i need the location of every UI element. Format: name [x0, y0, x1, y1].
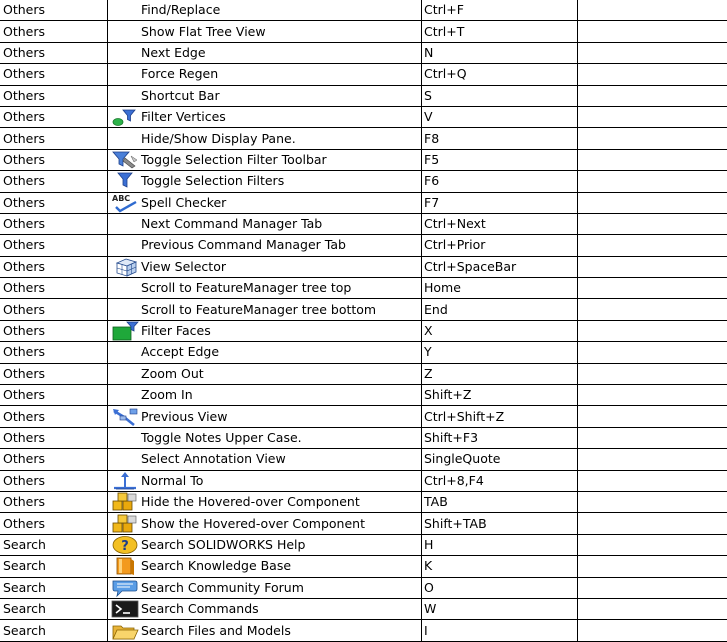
shortcut-cell: Ctrl+Next	[422, 213, 578, 234]
table-row	[0, 320, 727, 341]
command-wrapper	[108, 171, 421, 191]
shortcut-cell: Shift+TAB	[422, 513, 578, 534]
command-wrapper	[108, 578, 421, 598]
shortcut-cell: H	[422, 534, 578, 555]
table-row	[0, 577, 727, 598]
command-cell	[108, 598, 422, 619]
command-cell	[108, 406, 422, 427]
category-cell: Others	[0, 406, 108, 427]
command-wrapper	[108, 514, 421, 534]
command-cell	[108, 513, 422, 534]
category-cell: Others	[0, 85, 108, 106]
command-cell	[108, 278, 422, 299]
table-row	[0, 106, 727, 127]
empty-cell	[578, 278, 727, 299]
empty-cell	[578, 513, 727, 534]
category-cell: Others	[0, 385, 108, 406]
empty-cell	[578, 406, 727, 427]
command-label: Force Regen	[141, 66, 219, 82]
command-label: Hide/Show Display Pane.	[141, 130, 296, 146]
empty-cell	[578, 470, 727, 491]
icon-slot	[108, 278, 141, 298]
command-label: Toggle Selection Filter Toolbar	[141, 151, 327, 167]
command-label: Accept Edge	[141, 344, 220, 360]
icon-slot	[108, 342, 141, 362]
command-label: Search Files and Models	[141, 622, 291, 638]
command-wrapper	[108, 407, 421, 427]
table-row	[0, 342, 727, 363]
command-wrapper	[108, 43, 421, 63]
command-cell	[108, 363, 422, 384]
command-wrapper	[108, 86, 421, 106]
category-cell: Others	[0, 213, 108, 234]
empty-cell	[578, 556, 727, 577]
command-cell	[108, 577, 422, 598]
empty-cell	[578, 491, 727, 512]
command-label: Previous View	[141, 408, 228, 424]
command-cell	[108, 491, 422, 512]
shortcut-cell: Ctrl+Q	[422, 64, 578, 85]
table-row	[0, 149, 727, 170]
icon-slot	[108, 428, 141, 448]
table-row	[0, 598, 727, 619]
command-cell	[108, 85, 422, 106]
command-cell	[108, 385, 422, 406]
empty-cell	[578, 534, 727, 555]
icon-slot	[108, 235, 141, 255]
view-cube-icon	[108, 257, 141, 277]
icon-slot	[108, 449, 141, 469]
command-cell	[108, 192, 422, 213]
category-cell: Search	[0, 534, 108, 555]
command-label: Search Knowledge Base	[141, 558, 292, 574]
table-row	[0, 42, 727, 63]
shortcut-cell: Ctrl+T	[422, 21, 578, 42]
normal-to-icon	[108, 471, 141, 491]
command-label: Search SOLIDWORKS Help	[141, 536, 306, 552]
command-wrapper	[108, 492, 421, 512]
components-icon	[108, 514, 141, 534]
category-cell: Others	[0, 0, 108, 21]
command-wrapper	[108, 449, 421, 469]
shortcut-cell: F5	[422, 149, 578, 170]
command-cell	[108, 620, 422, 641]
empty-cell	[578, 598, 727, 619]
table-row	[0, 235, 727, 256]
table-row	[0, 278, 727, 299]
command-wrapper	[108, 107, 421, 127]
table-row	[0, 534, 727, 555]
shortcut-cell: X	[422, 320, 578, 341]
shortcut-cell: Ctrl+8,F4	[422, 470, 578, 491]
icon-slot	[108, 300, 141, 320]
category-cell: Others	[0, 192, 108, 213]
icon-slot	[108, 43, 141, 63]
filter-icon	[108, 171, 141, 191]
shortcut-cell: N	[422, 42, 578, 63]
table-row	[0, 556, 727, 577]
table-row	[0, 427, 727, 448]
empty-cell	[578, 256, 727, 277]
category-cell: Others	[0, 491, 108, 512]
command-wrapper	[108, 535, 421, 555]
empty-cell	[578, 427, 727, 448]
table-row	[0, 213, 727, 234]
table-row	[0, 85, 727, 106]
command-cell	[108, 106, 422, 127]
shortcut-cell: W	[422, 598, 578, 619]
filter-faces-icon	[108, 321, 141, 341]
category-cell: Others	[0, 363, 108, 384]
shortcut-cell: I	[422, 620, 578, 641]
category-cell: Others	[0, 299, 108, 320]
command-cell	[108, 320, 422, 341]
category-cell: Others	[0, 513, 108, 534]
knowledge-base-icon	[108, 556, 141, 576]
help-icon	[108, 535, 141, 555]
command-label: Normal To	[141, 472, 204, 488]
command-wrapper	[108, 621, 421, 641]
command-label: Zoom In	[141, 387, 193, 403]
empty-cell	[578, 320, 727, 341]
icon-slot	[108, 129, 141, 149]
table-row	[0, 192, 727, 213]
table-row	[0, 406, 727, 427]
svg-text:ABC: ABC	[111, 193, 130, 203]
command-label: Select Annotation View	[141, 451, 286, 467]
command-label: Toggle Notes Upper Case.	[141, 430, 302, 445]
empty-cell	[578, 106, 727, 127]
command-prompt-icon	[108, 599, 141, 619]
command-wrapper	[108, 556, 421, 576]
filter-vertices-icon	[108, 107, 141, 127]
empty-cell	[578, 620, 727, 641]
empty-cell	[578, 64, 727, 85]
table-row	[0, 128, 727, 149]
command-cell	[108, 256, 422, 277]
shortcut-cell: S	[422, 85, 578, 106]
icon-slot	[108, 214, 141, 234]
category-cell: Others	[0, 106, 108, 127]
command-wrapper	[108, 321, 421, 341]
table-row	[0, 299, 727, 320]
shortcut-cell: End	[422, 299, 578, 320]
command-wrapper	[108, 0, 421, 20]
icon-slot	[108, 22, 141, 42]
command-cell	[108, 556, 422, 577]
command-wrapper	[108, 64, 421, 84]
category-cell: Others	[0, 42, 108, 63]
command-wrapper	[108, 235, 421, 255]
command-wrapper	[108, 129, 421, 149]
table-row	[0, 256, 727, 277]
shortcut-cell: F6	[422, 171, 578, 192]
command-label: Scroll to FeatureManager tree bottom	[141, 301, 377, 317]
category-cell: Search	[0, 620, 108, 641]
empty-cell	[578, 85, 727, 106]
command-label: Zoom Out	[141, 365, 204, 381]
command-wrapper	[108, 428, 421, 448]
command-label: Show the Hovered-over Component	[141, 515, 365, 531]
category-cell: Others	[0, 449, 108, 470]
table-row	[0, 171, 727, 192]
command-cell	[108, 0, 422, 21]
empty-cell	[578, 235, 727, 256]
command-cell	[108, 342, 422, 363]
empty-cell	[578, 42, 727, 63]
shortcut-cell: Ctrl+SpaceBar	[422, 256, 578, 277]
category-cell: Others	[0, 128, 108, 149]
shortcut-cell: O	[422, 577, 578, 598]
shortcut-cell: Z	[422, 363, 578, 384]
command-wrapper	[108, 278, 421, 298]
shortcut-cell: Shift+Z	[422, 385, 578, 406]
svg-text:?: ?	[120, 538, 129, 554]
table-row	[0, 491, 727, 512]
command-wrapper	[108, 300, 421, 320]
forum-icon	[108, 578, 141, 598]
category-cell: Others	[0, 278, 108, 299]
icon-slot	[108, 64, 141, 84]
command-cell	[108, 427, 422, 448]
command-cell	[108, 299, 422, 320]
command-wrapper	[108, 257, 421, 277]
empty-cell	[578, 0, 727, 21]
command-cell	[108, 534, 422, 555]
command-cell	[108, 21, 422, 42]
empty-cell	[578, 299, 727, 320]
command-cell	[108, 42, 422, 63]
filter-toolbar-icon	[108, 150, 141, 170]
command-wrapper	[108, 364, 421, 384]
shortcut-cell: Home	[422, 278, 578, 299]
icon-slot	[108, 0, 141, 20]
icon-slot	[108, 364, 141, 384]
command-label: Search Commands	[141, 601, 259, 617]
command-label: Spell Checker	[141, 194, 227, 210]
empty-cell	[578, 149, 727, 170]
icon-slot	[108, 86, 141, 106]
category-cell: Others	[0, 470, 108, 491]
command-label: Filter Faces	[141, 323, 211, 339]
category-cell: Others	[0, 427, 108, 448]
shortcut-cell: SingleQuote	[422, 449, 578, 470]
table-row	[0, 470, 727, 491]
empty-cell	[578, 363, 727, 384]
folder-icon	[108, 621, 141, 641]
shortcut-cell: TAB	[422, 491, 578, 512]
shortcut-cell: Ctrl+Prior	[422, 235, 578, 256]
command-label: Toggle Selection Filters	[141, 173, 285, 189]
command-wrapper	[108, 150, 421, 170]
previous-view-icon	[108, 407, 141, 427]
command-label: Filter Vertices	[141, 109, 226, 125]
command-label: Shortcut Bar	[141, 87, 220, 103]
category-cell: Others	[0, 149, 108, 170]
shortcut-cell: Ctrl+F	[422, 0, 578, 21]
command-cell	[108, 213, 422, 234]
components-icon	[108, 492, 141, 512]
command-label: Find/Replace	[141, 2, 221, 18]
command-wrapper	[108, 214, 421, 234]
icon-slot	[108, 385, 141, 405]
category-cell: Search	[0, 598, 108, 619]
command-label: View Selector	[141, 258, 226, 274]
spell-check-icon	[108, 193, 141, 213]
shortcut-cell: Ctrl+Shift+Z	[422, 406, 578, 427]
empty-cell	[578, 213, 727, 234]
command-cell	[108, 470, 422, 491]
command-cell	[108, 64, 422, 85]
shortcut-cell: K	[422, 556, 578, 577]
table-row	[0, 0, 727, 21]
command-label: Scroll to FeatureManager tree top	[141, 280, 352, 296]
table-row	[0, 385, 727, 406]
empty-cell	[578, 342, 727, 363]
category-cell: Others	[0, 320, 108, 341]
table-row	[0, 21, 727, 42]
shortcut-cell: V	[422, 106, 578, 127]
category-cell: Others	[0, 21, 108, 42]
empty-cell	[578, 577, 727, 598]
command-wrapper	[108, 385, 421, 405]
category-cell: Others	[0, 64, 108, 85]
empty-cell	[578, 171, 727, 192]
empty-cell	[578, 128, 727, 149]
table-row	[0, 363, 727, 384]
command-label: Search Community Forum	[141, 579, 304, 595]
command-label: Hide the Hovered-over Component	[141, 494, 360, 510]
command-wrapper	[108, 599, 421, 619]
category-cell: Others	[0, 342, 108, 363]
command-cell	[108, 235, 422, 256]
category-cell: Others	[0, 256, 108, 277]
empty-cell	[578, 449, 727, 470]
command-cell	[108, 149, 422, 170]
table-row	[0, 449, 727, 470]
shortcut-cell: F8	[422, 128, 578, 149]
table-row	[0, 620, 727, 641]
command-wrapper	[108, 193, 421, 213]
command-label: Previous Command Manager Tab	[141, 237, 346, 253]
command-wrapper	[108, 342, 421, 362]
table-row	[0, 513, 727, 534]
command-wrapper	[108, 471, 421, 491]
command-wrapper	[108, 22, 421, 42]
command-cell	[108, 128, 422, 149]
command-label: Next Edge	[141, 44, 206, 60]
command-cell	[108, 449, 422, 470]
category-cell: Search	[0, 577, 108, 598]
shortcut-cell: F7	[422, 192, 578, 213]
shortcut-cell: Shift+F3	[422, 427, 578, 448]
category-cell: Search	[0, 556, 108, 577]
command-cell	[108, 171, 422, 192]
category-cell: Others	[0, 171, 108, 192]
empty-cell	[578, 192, 727, 213]
command-label: Show Flat Tree View	[141, 23, 266, 39]
table-row	[0, 64, 727, 85]
empty-cell	[578, 21, 727, 42]
command-label: Next Command Manager Tab	[141, 216, 323, 232]
empty-cell	[578, 385, 727, 406]
category-cell: Others	[0, 235, 108, 256]
shortcut-cell: Y	[422, 342, 578, 363]
